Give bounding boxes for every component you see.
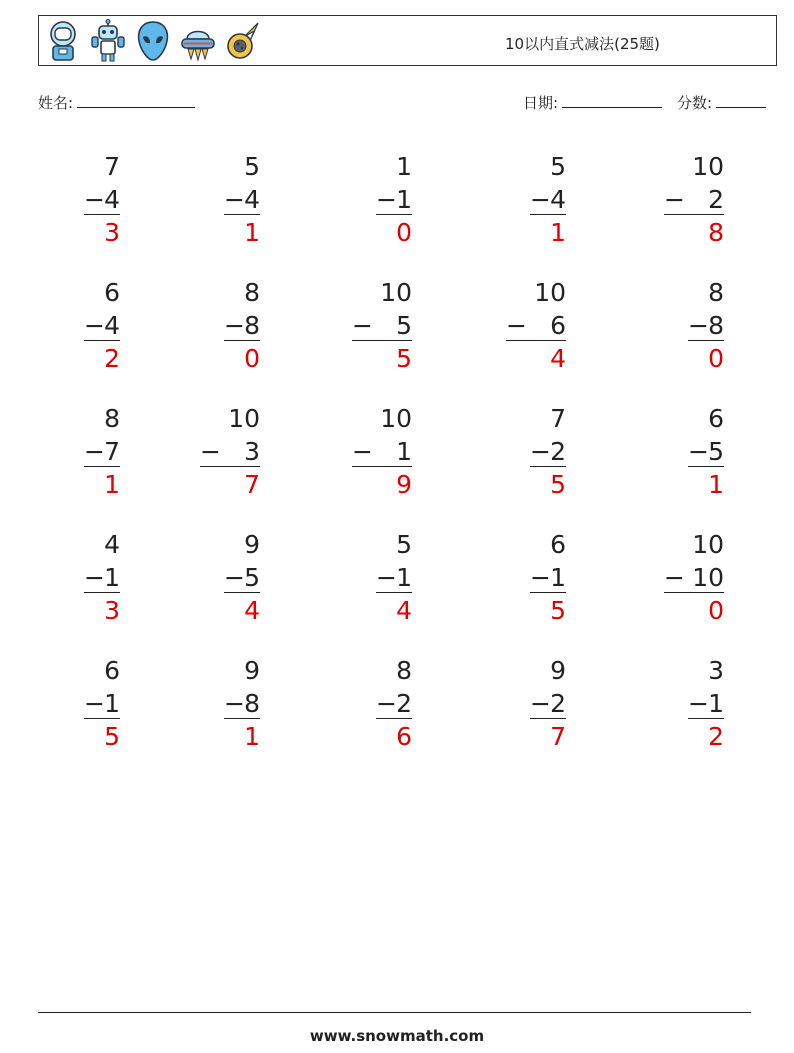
minus-sign: − [664, 563, 685, 592]
date-label: 日期: [523, 94, 559, 112]
minuend: 10 [228, 404, 260, 433]
problem-item [84, 150, 120, 246]
answer-line [352, 340, 412, 341]
subtrahend: 1 [396, 437, 412, 466]
answer: 4 [550, 344, 566, 373]
problem-item [376, 528, 412, 624]
minus-sign: − [376, 563, 397, 592]
date-field[interactable] [523, 92, 662, 113]
problem-item [688, 654, 724, 750]
minuend: 6 [104, 656, 120, 685]
minuend: 6 [104, 278, 120, 307]
answer-line [688, 466, 724, 467]
problem-item [688, 276, 724, 372]
worksheet-header [38, 15, 777, 66]
minus-sign: − [200, 437, 221, 466]
subtrahend: 5 [244, 563, 260, 592]
minus-sign: − [688, 311, 709, 340]
problem-item [530, 528, 566, 624]
name-label: 姓名: [38, 94, 74, 112]
subtrahend: 2 [550, 689, 566, 718]
minuend: 8 [104, 404, 120, 433]
answer: 1 [244, 722, 260, 751]
footer-divider [38, 1012, 751, 1013]
answer: 5 [396, 344, 412, 373]
score-field[interactable] [677, 92, 766, 113]
subtrahend: 1 [708, 689, 724, 718]
answer: 1 [104, 470, 120, 499]
subtrahend: 4 [104, 185, 120, 214]
problem-item [224, 276, 260, 372]
minuend: 10 [692, 152, 724, 181]
problem-item [224, 654, 260, 750]
minus-sign: − [84, 563, 105, 592]
minus-sign: − [352, 437, 373, 466]
minus-sign: − [530, 563, 551, 592]
minuend: 10 [380, 404, 412, 433]
minus-sign: − [224, 185, 245, 214]
minus-sign: − [530, 437, 551, 466]
answer-line [506, 340, 566, 341]
robot-icon [89, 19, 127, 63]
minuend: 7 [104, 152, 120, 181]
minuend: 10 [534, 278, 566, 307]
answer-line [84, 592, 120, 593]
answer-line [200, 466, 260, 467]
problem-item [688, 402, 724, 498]
answer: 1 [550, 218, 566, 247]
subtrahend: 10 [692, 563, 724, 592]
answer: 5 [550, 470, 566, 499]
answer: 3 [104, 596, 120, 625]
problem-item [506, 276, 566, 372]
minuend: 4 [104, 530, 120, 559]
answer: 4 [244, 596, 260, 625]
answer: 6 [396, 722, 412, 751]
subtrahend: 5 [396, 311, 412, 340]
minuend: 3 [708, 656, 724, 685]
answer: 4 [396, 596, 412, 625]
minus-sign: − [376, 185, 397, 214]
answer-line [84, 214, 120, 215]
minus-sign: − [224, 311, 245, 340]
answer: 2 [104, 344, 120, 373]
answer: 0 [708, 596, 724, 625]
minus-sign: − [376, 689, 397, 718]
answer: 8 [708, 218, 724, 247]
subtrahend: 1 [104, 689, 120, 718]
minuend: 10 [692, 530, 724, 559]
answer: 2 [708, 722, 724, 751]
subtrahend: 4 [244, 185, 260, 214]
answer: 0 [708, 344, 724, 373]
subtrahend: 8 [708, 311, 724, 340]
answer: 7 [244, 470, 260, 499]
minuend: 9 [244, 656, 260, 685]
subtrahend: 1 [396, 185, 412, 214]
minuend: 5 [396, 530, 412, 559]
subtrahend: 8 [244, 689, 260, 718]
answer: 1 [244, 218, 260, 247]
minus-sign: − [688, 437, 709, 466]
minus-sign: − [84, 311, 105, 340]
subtrahend: 2 [550, 437, 566, 466]
problem-item [84, 528, 120, 624]
minuend: 7 [550, 404, 566, 433]
answer-line [84, 466, 120, 467]
answer-line [376, 214, 412, 215]
minus-sign: − [84, 185, 105, 214]
answer-line [84, 340, 120, 341]
answer-line [84, 718, 120, 719]
answer-line [530, 466, 566, 467]
minuend: 9 [244, 530, 260, 559]
answer: 9 [396, 470, 412, 499]
minus-sign: − [688, 689, 709, 718]
answer-line [664, 214, 724, 215]
answer-line [352, 466, 412, 467]
answer: 7 [550, 722, 566, 751]
minuend: 1 [396, 152, 412, 181]
subtrahend: 8 [244, 311, 260, 340]
answer-line [224, 592, 260, 593]
answer-line [530, 592, 566, 593]
problem-item [530, 150, 566, 246]
subtrahend: 3 [244, 437, 260, 466]
answer: 3 [104, 218, 120, 247]
problem-item [530, 402, 566, 498]
name-blank[interactable] [77, 93, 195, 108]
minus-sign: − [224, 689, 245, 718]
minuend: 8 [708, 278, 724, 307]
header-icons [44, 19, 262, 63]
ufo-icon [179, 19, 217, 63]
answer: 0 [396, 218, 412, 247]
answer-line [688, 718, 724, 719]
minus-sign: − [530, 689, 551, 718]
problem-item [224, 150, 260, 246]
meteor-icon [224, 19, 262, 63]
subtrahend: 1 [396, 563, 412, 592]
problem-item [376, 150, 412, 246]
problem-item [352, 402, 412, 498]
problem-item [84, 402, 120, 498]
answer-line [376, 592, 412, 593]
answer: 5 [104, 722, 120, 751]
problem-item [352, 276, 412, 372]
subtrahend: 4 [550, 185, 566, 214]
minus-sign: − [84, 689, 105, 718]
answer-line [224, 718, 260, 719]
minuend: 10 [380, 278, 412, 307]
problem-item [530, 654, 566, 750]
footer-site: www.snowmath.com [309, 1027, 485, 1045]
minus-sign: − [84, 437, 105, 466]
score-blank[interactable] [716, 93, 766, 108]
date-blank[interactable] [562, 93, 662, 108]
alien-icon [134, 19, 172, 63]
minuend: 5 [550, 152, 566, 181]
subtrahend: 4 [104, 311, 120, 340]
astronaut-icon [44, 19, 82, 63]
answer-line [664, 592, 724, 593]
answer-line [530, 214, 566, 215]
answer: 0 [244, 344, 260, 373]
minuend: 8 [244, 278, 260, 307]
minuend: 6 [708, 404, 724, 433]
answer-line [224, 340, 260, 341]
minus-sign: − [530, 185, 551, 214]
problem-item [200, 402, 260, 498]
score-label: 分数: [677, 94, 713, 112]
subtrahend: 1 [104, 563, 120, 592]
worksheet-title: 10以内直式减法(25题) [505, 35, 660, 53]
problem-item [664, 528, 724, 624]
minus-sign: − [352, 311, 373, 340]
answer-line [224, 214, 260, 215]
subtrahend: 2 [708, 185, 724, 214]
answer-line [530, 718, 566, 719]
subtrahend: 6 [550, 311, 566, 340]
minuend: 8 [396, 656, 412, 685]
minus-sign: − [224, 563, 245, 592]
minuend: 5 [244, 152, 260, 181]
minuend: 9 [550, 656, 566, 685]
subtrahend: 2 [396, 689, 412, 718]
problem-item [376, 654, 412, 750]
problem-item [84, 654, 120, 750]
answer-line [688, 340, 724, 341]
minus-sign: − [506, 311, 527, 340]
problem-item [224, 528, 260, 624]
subtrahend: 7 [104, 437, 120, 466]
problem-item [84, 276, 120, 372]
minuend: 6 [550, 530, 566, 559]
name-field[interactable] [38, 92, 195, 113]
answer-line [376, 718, 412, 719]
problem-item [664, 150, 724, 246]
answer: 1 [708, 470, 724, 499]
subtrahend: 1 [550, 563, 566, 592]
minus-sign: − [664, 185, 685, 214]
subtrahend: 5 [708, 437, 724, 466]
answer: 5 [550, 596, 566, 625]
